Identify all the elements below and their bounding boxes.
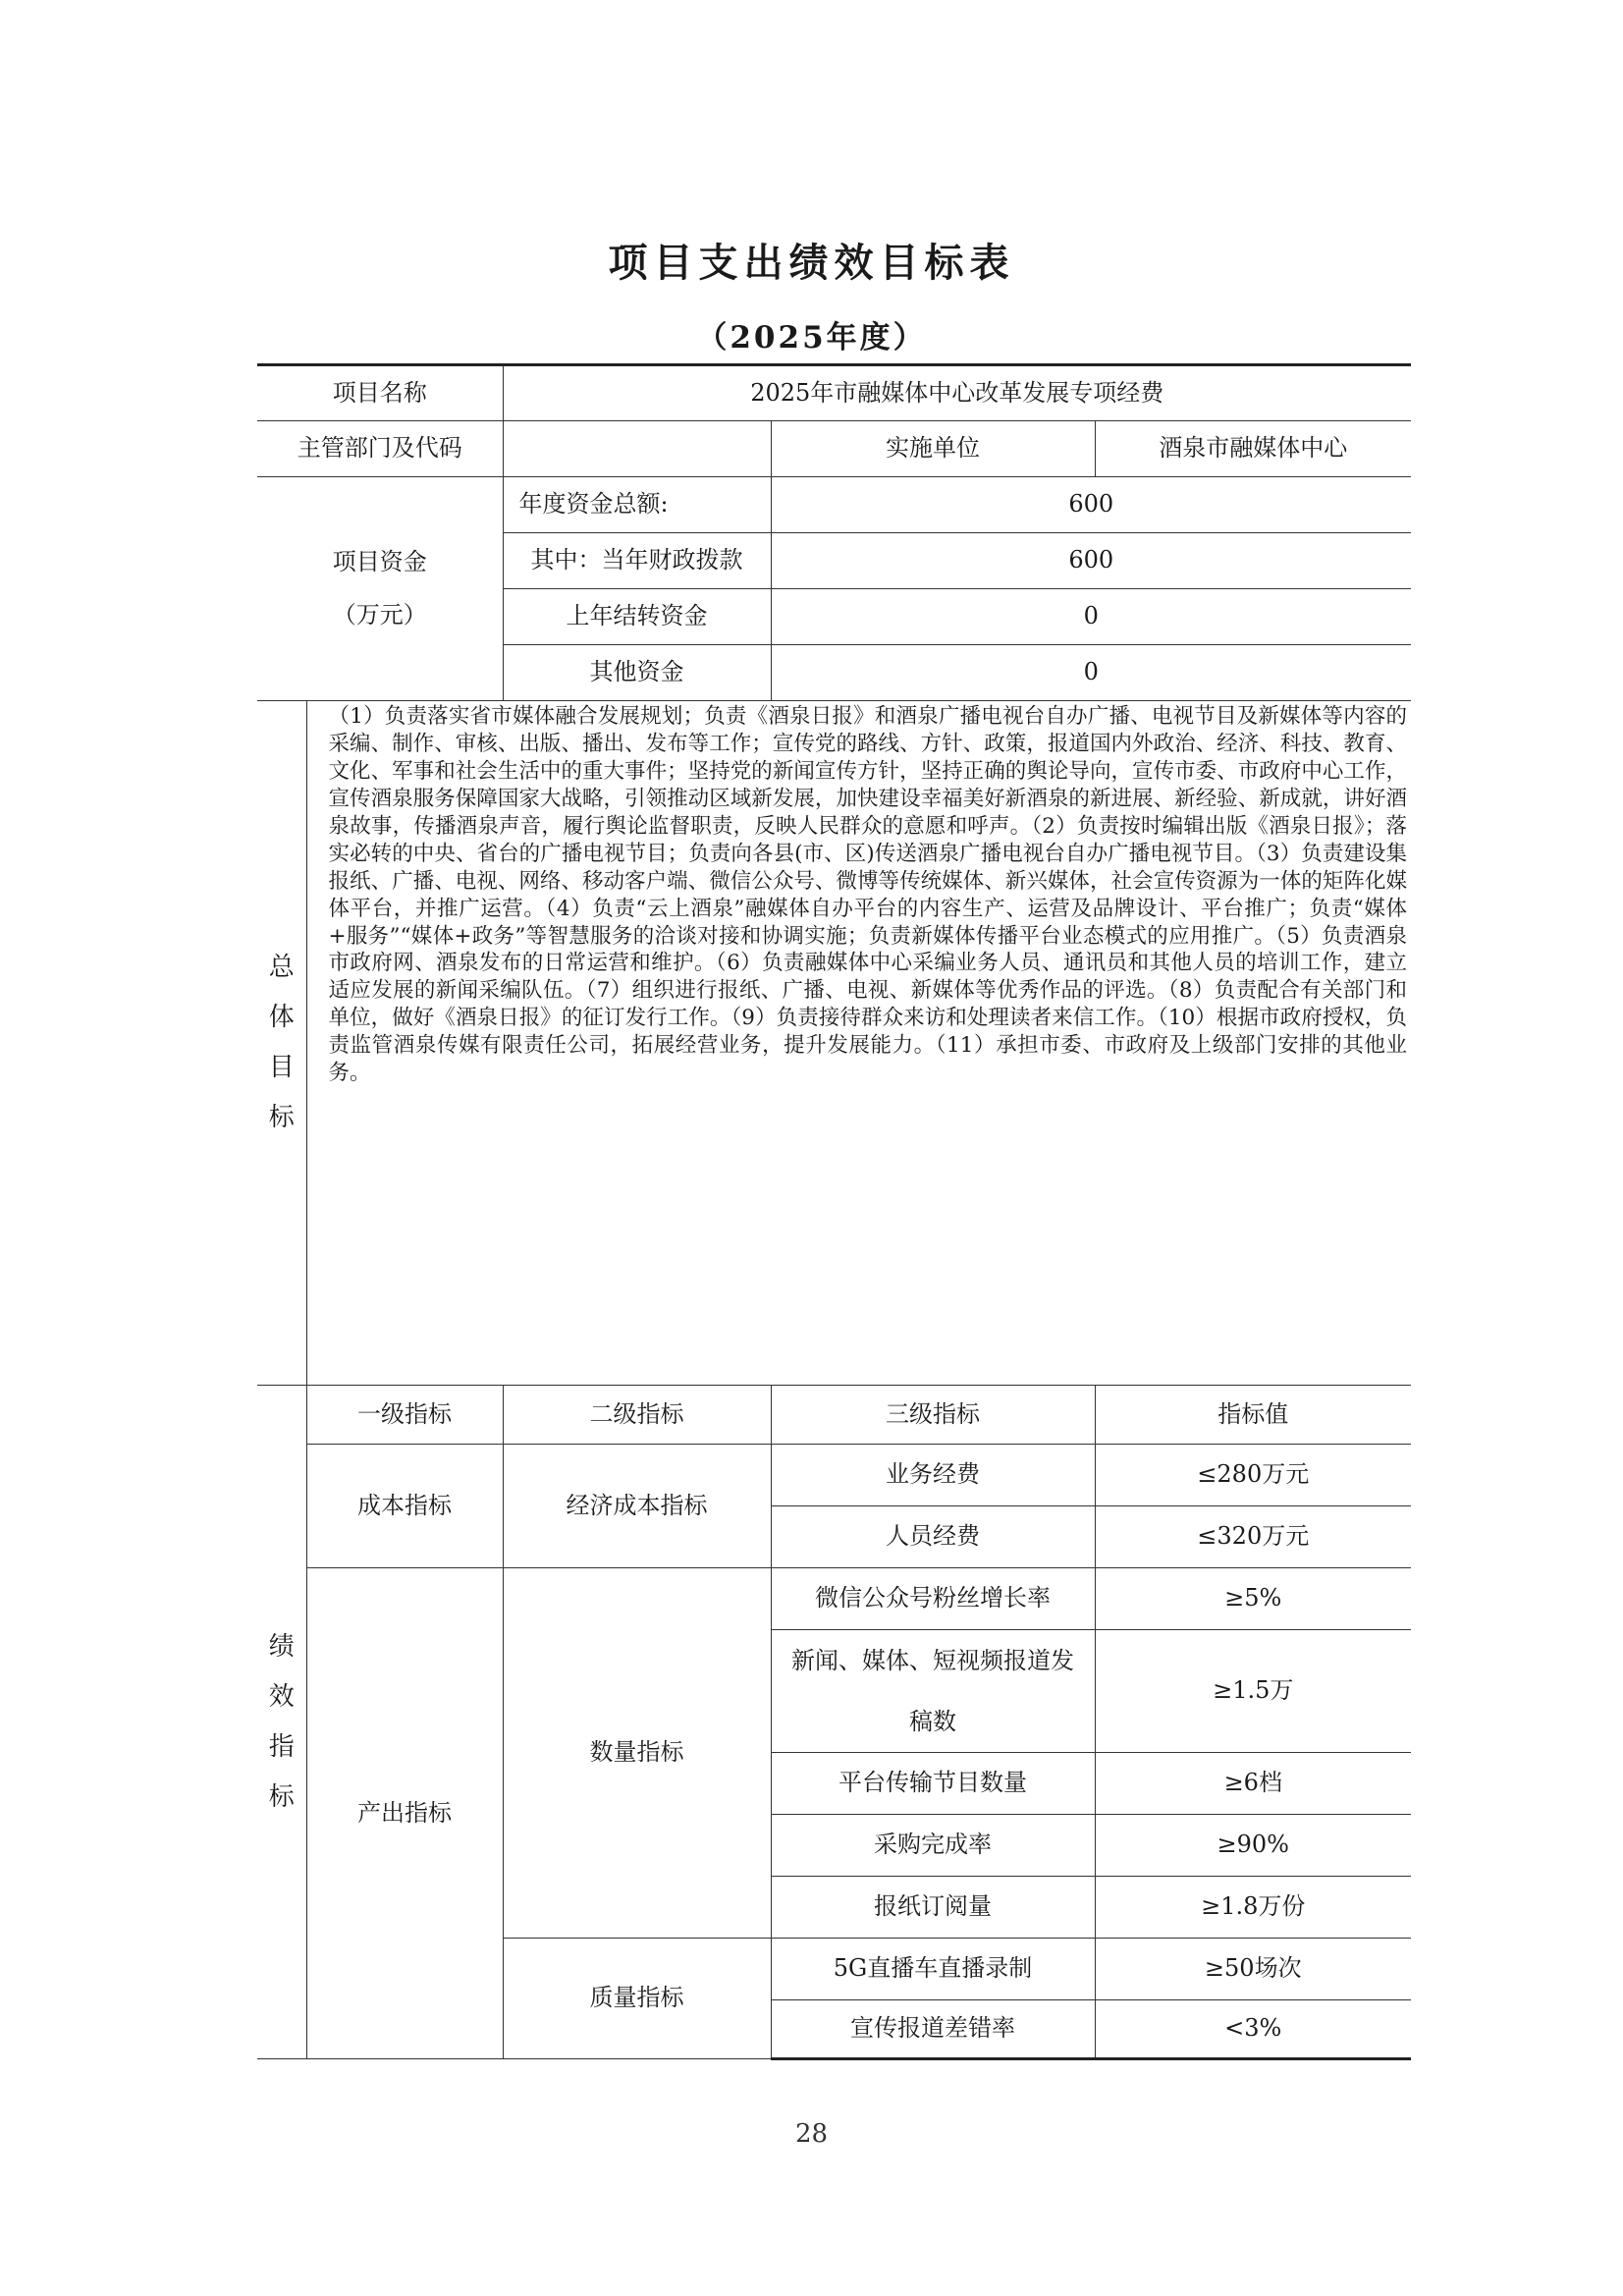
document-title: 项目支出绩效目标表 (608, 240, 1015, 286)
indicator-name: 人员经费 (771, 1506, 1095, 1568)
project-name-row (257, 365, 1411, 421)
project-name-label: 项目名称 (257, 365, 503, 421)
performance-label-char: 绩 (268, 1631, 295, 1662)
performance-label-char: 指 (268, 1731, 295, 1762)
performance-label-cell (257, 1386, 306, 2059)
goals-label-cell (257, 701, 306, 1386)
header-level1: 一级指标 (306, 1386, 503, 1445)
quantity-level2: 数量指标 (503, 1568, 771, 1939)
overall-goals-row (257, 701, 1411, 1386)
funds-other-value: 0 (771, 645, 1411, 701)
output-level1: 产出指标 (306, 1568, 503, 2059)
page-number: 28 (794, 2119, 829, 2149)
indicator-name: 宣传报道差错率 (771, 2000, 1095, 2059)
funds-other-label: 其他资金 (503, 645, 771, 701)
indicator-name: 5G直播车直播录制 (771, 1939, 1095, 2000)
funds-label-cell (257, 477, 503, 701)
funds-carryover-value: 0 (771, 589, 1411, 645)
quality-level2: 质量指标 (503, 1939, 771, 2059)
performance-header-row (257, 1386, 1411, 1445)
funds-total-label: 年度资金总额: (503, 477, 771, 533)
indicator-name: 采购完成率 (771, 1815, 1095, 1877)
goals-label-char: 总 (268, 953, 295, 982)
indicator-value: ≥50场次 (1095, 1939, 1411, 2000)
goals-label-char: 标 (268, 1103, 295, 1132)
indicator-value: ≥90% (1095, 1815, 1411, 1877)
indicator-value: ≥6档 (1095, 1753, 1411, 1815)
header-level3: 三级指标 (771, 1386, 1095, 1445)
goals-label-char: 目 (268, 1053, 295, 1082)
indicator-name: 微信公众号粉丝增长率 (771, 1568, 1095, 1630)
cost-level1: 成本指标 (306, 1445, 503, 1568)
project-name-value: 2025年市融媒体中心改革发展专项经费 (503, 365, 1411, 421)
funds-total-value: 600 (771, 477, 1411, 533)
performance-label-char: 效 (268, 1681, 295, 1712)
indicator-value: ≤280万元 (1095, 1445, 1411, 1506)
funds-row-1 (257, 477, 1411, 533)
funds-unit: （万元） (332, 600, 427, 629)
funds-fiscal-value: 600 (771, 533, 1411, 589)
indicator-value: ≤320万元 (1095, 1506, 1411, 1568)
funds-label: 项目资金 (332, 548, 427, 576)
indicator-name: 新闻、媒体、短视频报道发稿数 (771, 1630, 1095, 1753)
quantity-row-1 (257, 1568, 1411, 1630)
department-row (257, 421, 1411, 477)
indicator-name: 平台传输节目数量 (771, 1753, 1095, 1815)
dept-value (503, 421, 771, 477)
funds-fiscal-label: 其中：当年财政拨款 (503, 533, 771, 589)
indicator-value: ≥1.5万 (1095, 1630, 1411, 1753)
dept-label: 主管部门及代码 (257, 421, 503, 477)
impl-unit-value: 酒泉市融媒体中心 (1095, 421, 1411, 477)
performance-target-table (257, 363, 1411, 2060)
document-subtitle: （2025年度） (696, 320, 927, 355)
header-value: 指标值 (1095, 1386, 1411, 1445)
goals-label-char: 体 (268, 1003, 295, 1032)
indicator-value: ≥1.8万份 (1095, 1877, 1411, 1939)
cost-row-1 (257, 1445, 1411, 1506)
funds-carryover-label: 上年结转资金 (503, 589, 771, 645)
indicator-value: <3% (1095, 2000, 1411, 2059)
performance-label-char: 标 (268, 1781, 295, 1812)
impl-unit-label: 实施单位 (771, 421, 1095, 477)
cost-level2: 经济成本指标 (503, 1445, 771, 1568)
indicator-name: 报纸订阅量 (771, 1877, 1095, 1939)
header-level2: 二级指标 (503, 1386, 771, 1445)
indicator-value: ≥5% (1095, 1568, 1411, 1630)
overall-goals-text: （1）负责落实省市媒体融合发展规划；负责《酒泉日报》和酒泉广播电视台自办广播、电视节目及新媒体等内容的采编、制作、审核、出版、播出、发布等工作；宣传党的路线、方针、政策，报道国内外政治、经济、科技、教育、文化、军事和社会生活中的重大事件；坚持党的新闻宣传方针，坚持正确的舆论导向，宣传市委、市政府中心工作，宣传酒泉服务保障国家大战略，引领推动区域新发展，加快建设幸福美好新酒泉的新进展、新经验、新成就，讲好酒泉故事，传播酒泉声音，履行舆论监督职责，反映人民群众的意愿和呼声。（2）负责按时编辑出版《酒泉日报》；落实必转的中央、省台的广播电视节目；负责向各县(市、区)传送酒泉广播电视台自办广播电视节目。（3）负责建设集报纸、广播、电视、网络、移动客户端、微信公众号、微博等传统媒体、新兴媒体，社会宣传资源为一体的矩阵化媒体平台，并推广运营。（4）负责“云上酒泉”融媒体自办平台的内容生产、运营及品牌设计、平台推广；负责“媒体+服务”“媒体+政务”等智慧服务的洽谈对接和协调实施；负责新媒体传播平台业态模式的应用推广。（5）负责酒泉市政府网、酒泉发布的日常运营和维护。（6）负责融媒体中心采编业务人员、通讯员和其他人员的培训工作，建立适应发展的新闻采编队伍。（7）组织进行报纸、广播、电视、新媒体等优秀作品的评选。（8）负责配合有关部门和单位，做好《酒泉日报》的征订发行工作。（9）负责接待群众来访和处理读者来信工作。（10）根据市政府授权，负责监管酒泉传媒有限责任公司，拓展经营业务，提升发展能力。（11）承担市委、市政府及上级部门安排的其他业务。 (306, 701, 1411, 1386)
indicator-name: 业务经费 (771, 1445, 1095, 1506)
